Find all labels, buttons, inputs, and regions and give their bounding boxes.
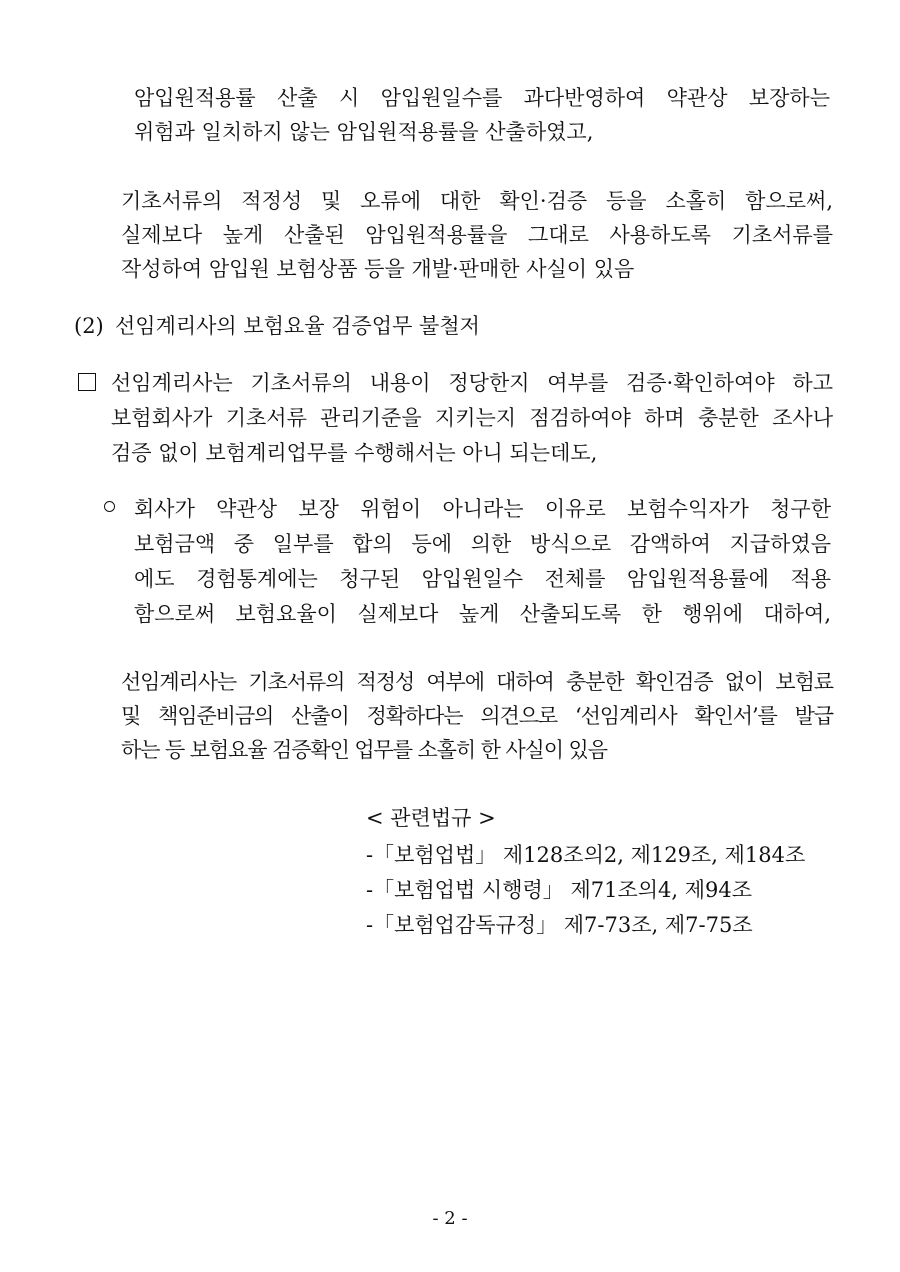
para-e-line-3: 하는 등 보험요율 검증확인 업무를 소홀히 한 사실이 있음	[121, 738, 607, 762]
para-c-line-1: 선임계리사는 기초서류의 내용이 정당한지 여부를 검증·확인하여야 하고	[111, 371, 833, 395]
para-d-line-2: 보험금액 중 일부를 합의 등에 의한 방식으로 감액하여 지급하였음	[134, 532, 831, 556]
para-c-line-2: 보험회사가 기초서류 관리기준을 지키는지 점검하여야 하며 충분한 조사나	[111, 406, 833, 430]
para-d-line-1: 회사가 약관상 보장 위험이 아니라는 이유로 보험수익자가 청구한	[134, 497, 831, 521]
section-2-title: 선임계리사의 보험요율 검증업무 불철저	[115, 314, 480, 338]
para-b-line-2: 실제보다 높게 산출된 암입원적용률을 그대로 사용하도록 기초서류를	[121, 223, 833, 247]
circle-bullet-icon	[104, 501, 115, 512]
para-e-line-1: 선임계리사는 기초서류의 적정성 여부에 대하여 충분한 확인검증 없이 보험료	[121, 670, 833, 694]
para-d-line-4: 함으로써 보험요율이 실제보다 높게 산출되도록 한 행위에 대하여,	[134, 602, 831, 626]
square-bullet-icon	[78, 373, 96, 391]
para-c-line-3: 검증 없이 보험계리업무를 수행해서는 아니 되는데도,	[111, 441, 598, 465]
regulation-item-3: -「보험업감독규정」 제7-73조, 제7-75조	[366, 913, 753, 937]
para-b-line-1: 기초서류의 적정성 및 오류에 대한 확인·검증 등을 소홀히 함으로써,	[121, 189, 833, 213]
page-number: - 2 -	[432, 1208, 468, 1229]
regulations-heading: < 관련법규 >	[366, 806, 496, 830]
regulation-item-2: -「보험업법 시행령」 제71조의4, 제94조	[366, 878, 753, 902]
section-2-number: (2)	[74, 314, 104, 338]
para-d-line-3: 에도 경험통계에는 청구된 암입원일수 전체를 암입원적용률에 적용	[134, 567, 831, 591]
regulation-item-1: -「보험업법」 제128조의2, 제129조, 제184조	[366, 843, 806, 867]
para-a-line-2: 위험과 일치하지 않는 암입원적용률을 산출하였고,	[134, 120, 594, 144]
para-e-line-2: 및 책임준비금의 산출이 정확하다는 의견으로 ‘선임계리사 확인서’를 발급	[121, 704, 833, 728]
para-b-line-3: 작성하여 암입원 보험상품 등을 개발·판매한 사실이 있음	[121, 257, 635, 281]
para-a-line-1: 암입원적용률 산출 시 암입원일수를 과다반영하여 약관상 보장하는	[134, 86, 830, 110]
